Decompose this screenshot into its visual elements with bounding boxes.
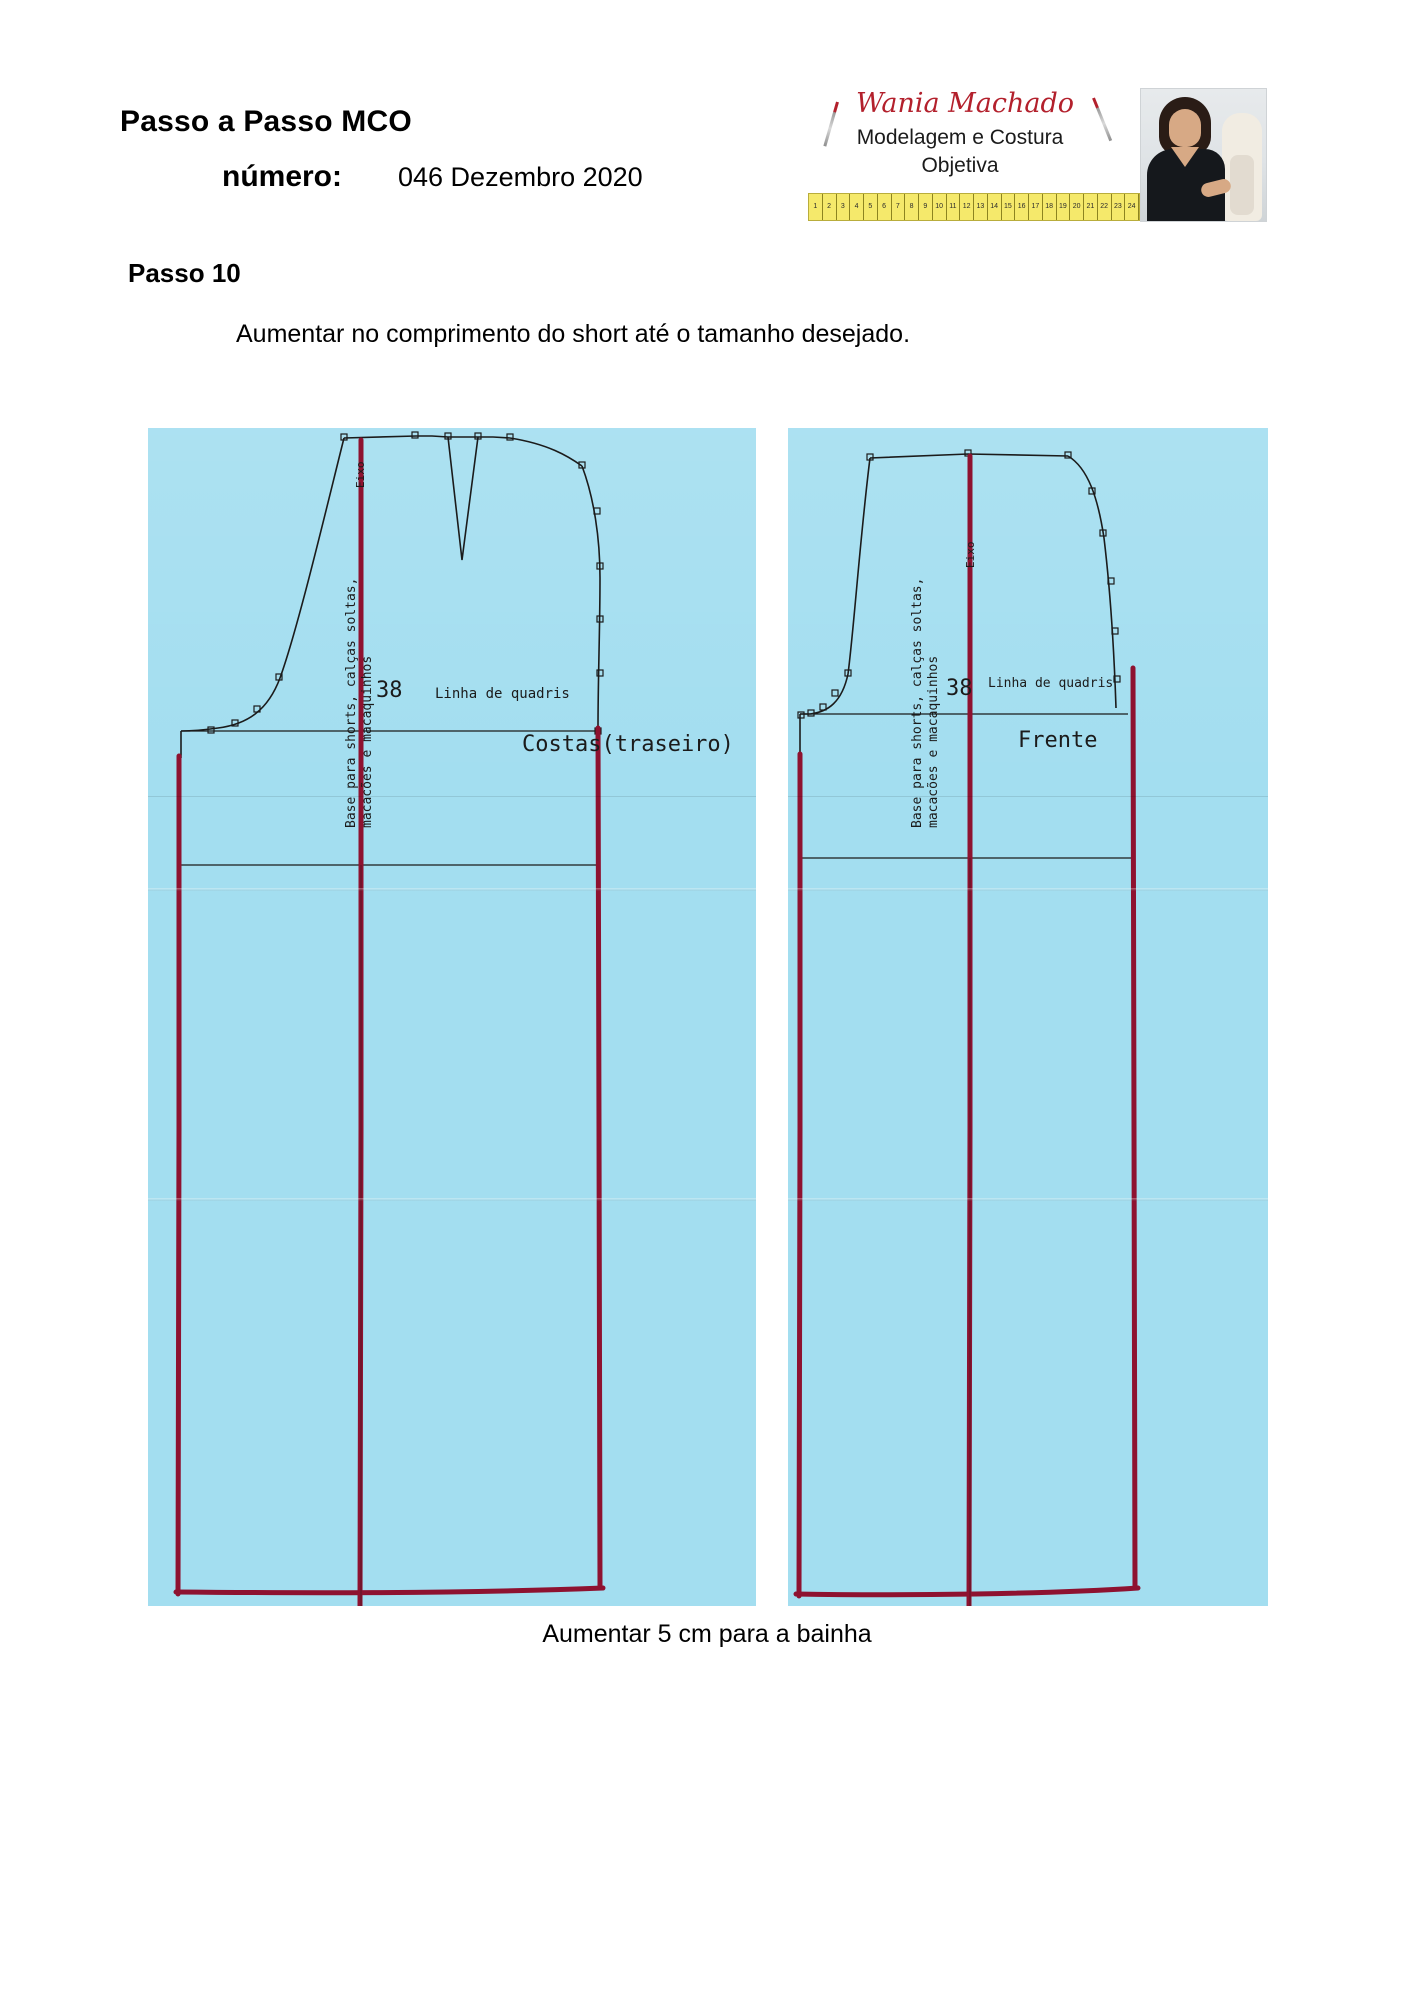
step-heading: Passo 10 <box>128 258 241 288</box>
ruler-tick: 11 <box>947 194 961 220</box>
document-number-label: número: <box>222 160 342 193</box>
ruler-tick: 12 <box>960 194 974 220</box>
ruler-tick: 8 <box>905 194 919 220</box>
ruler-tick: 3 <box>837 194 851 220</box>
ruler-tick: 5 <box>864 194 878 220</box>
ruler-tick: 16 <box>1015 194 1029 220</box>
paper-crease <box>788 888 1268 891</box>
brand-subtitle-line1: Modelagem e Costura <box>856 126 1064 149</box>
base-label-back-line2: macacões e macaquinhos <box>360 655 375 828</box>
hip-line-label-back: Linha de quadris <box>435 686 570 702</box>
paper-crease <box>148 1198 756 1201</box>
brand-name: Wania Machado <box>855 88 1075 119</box>
base-label-back-line1: Base para shorts, calças soltas, <box>344 577 359 828</box>
ruler-tick: 10 <box>933 194 947 220</box>
ruler-tick: 17 <box>1029 194 1043 220</box>
pattern-piece-name-front: Frente <box>1018 728 1098 753</box>
tape-measure-icon <box>808 193 1140 221</box>
step-instruction: Aumentar no comprimento do short até o tamanho desejado. <box>236 320 911 348</box>
ruler-tick: 1 <box>809 194 823 220</box>
ruler-tick: 14 <box>988 194 1002 220</box>
paper-crease <box>148 888 756 891</box>
pattern-drawing-front <box>788 428 1268 1606</box>
pattern-size-back: 38 <box>376 678 403 703</box>
hip-line-label-front: Linha de quadris <box>988 676 1114 691</box>
author-portrait <box>1140 88 1267 222</box>
pattern-size-front: 38 <box>946 676 973 701</box>
grainline-label-back: Eixo <box>354 461 367 488</box>
document-title: Passo a Passo MCO <box>120 105 412 138</box>
ruler-tick: 21 <box>1084 194 1098 220</box>
document-header <box>0 0 1414 250</box>
pattern-piece-back <box>148 428 756 1606</box>
dress-form-icon <box>1222 113 1262 221</box>
portrait-neckline <box>1171 147 1199 167</box>
pattern-piece-front <box>788 428 1268 1606</box>
pattern-piece-name-back: Costas(traseiro) <box>522 732 734 757</box>
ruler-tick: 6 <box>878 194 892 220</box>
paper-fold-line <box>788 796 1268 797</box>
ruler-tick: 22 <box>1098 194 1112 220</box>
grainline-label-front: Eixo <box>964 541 977 568</box>
portrait-face <box>1169 109 1201 147</box>
ruler-tick: 20 <box>1070 194 1084 220</box>
ruler-tick: 15 <box>1002 194 1016 220</box>
ruler-tick: 24 <box>1125 194 1139 220</box>
ruler-tick: 2 <box>823 194 837 220</box>
pattern-photo-area <box>148 428 1268 1606</box>
paper-fold-line <box>148 796 756 797</box>
ruler-tick: 18 <box>1043 194 1057 220</box>
ruler-tick: 9 <box>919 194 933 220</box>
figure-caption <box>0 1620 1414 1649</box>
ruler-tick: 23 <box>1112 194 1126 220</box>
document-number-value: 046 Dezembro 2020 <box>398 162 643 192</box>
brand-subtitle-line2: Objetiva <box>921 154 999 177</box>
pattern-drawing-back <box>148 428 756 1606</box>
ruler-tick: 4 <box>850 194 864 220</box>
base-label-front-line1: Base para shorts, calças soltas, <box>910 577 925 828</box>
base-label-front-line2: macacões e macaquinhos <box>926 655 941 828</box>
ruler-tick: 19 <box>1057 194 1071 220</box>
paper-crease <box>788 1198 1268 1201</box>
ruler-tick: 7 <box>892 194 906 220</box>
ruler-tick: 13 <box>974 194 988 220</box>
figure-caption-text: Aumentar 5 cm para a bainha <box>542 1620 872 1648</box>
